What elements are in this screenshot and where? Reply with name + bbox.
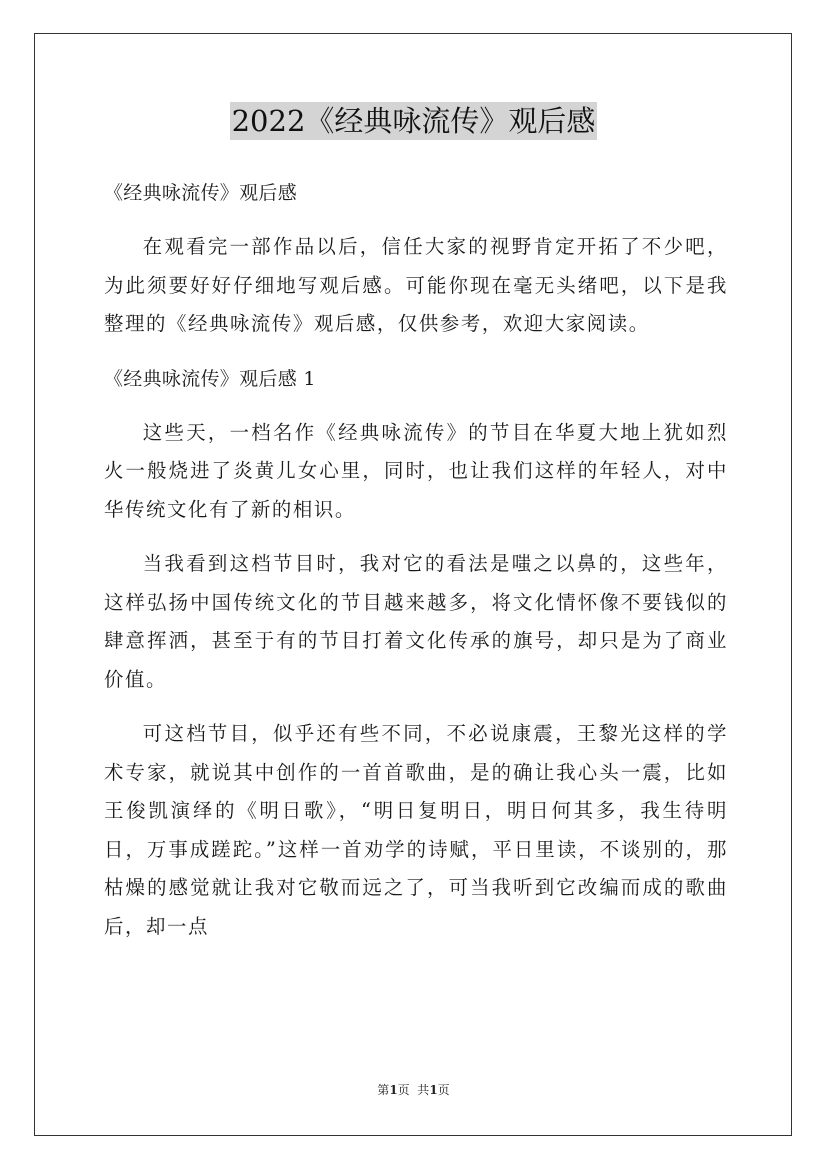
body-paragraph-3: 可这档节目，似乎还有些不同，不必说康震，王黎光这样的学术专家，就说其中创作的一首首歌曲，是的确让我心头一震，比如王俊凯演绎的《明日歌》，“明日复明日，明日何其多，我生待明日，万事成蹉跎。”这样一首劝学的诗赋，平日里读，不谈别的，那枯燥的感觉就让我对它敬而远之了，可当我听到它改编而成的歌曲后，却一点 <box>104 722 728 938</box>
footer-mid: 页 共 <box>397 1083 430 1097</box>
body-paragraph-1: 这些天，一档名作《经典咏流传》的节目在华夏大地上犹如烈火一般烧进了炎黄儿女心里，同时，也让我们这样的年轻人，对中华传统文化有了新的相识。 <box>104 420 728 521</box>
footer-suffix: 页 <box>437 1083 450 1097</box>
footer-page-number: 1 <box>389 1083 398 1097</box>
document-subtitle: 《经典咏流传》观后感 <box>104 182 298 204</box>
body-paragraph-2: 当我看到这档节目时，我对它的看法是嗤之以鼻的，这些年，这样弘扬中国传统文化的节目越来越多，将文化情怀像不要钱似的肆意挥洒，甚至于有的节目打着文化传承的旗号，却只是为了商业价值。 <box>104 552 728 691</box>
footer-total-pages: 1 <box>429 1083 438 1097</box>
document-body <box>104 174 728 962</box>
page-footer <box>0 1082 827 1098</box>
title-wrap <box>0 102 827 140</box>
intro-paragraph: 在观看完一部作品以后，信任大家的视野肯定开拓了不少吧，为此须要好好仔细地写观后感。可能你现在毫无头绪吧，以下是我整理的《经典咏流传》观后感，仅供参考，欢迎大家阅读。 <box>104 235 728 335</box>
section-heading: 《经典咏流传》观后感 1 <box>104 367 316 390</box>
footer-prefix: 第 <box>377 1083 390 1097</box>
document-title: 2022《经典咏流传》观后感 <box>231 104 596 138</box>
